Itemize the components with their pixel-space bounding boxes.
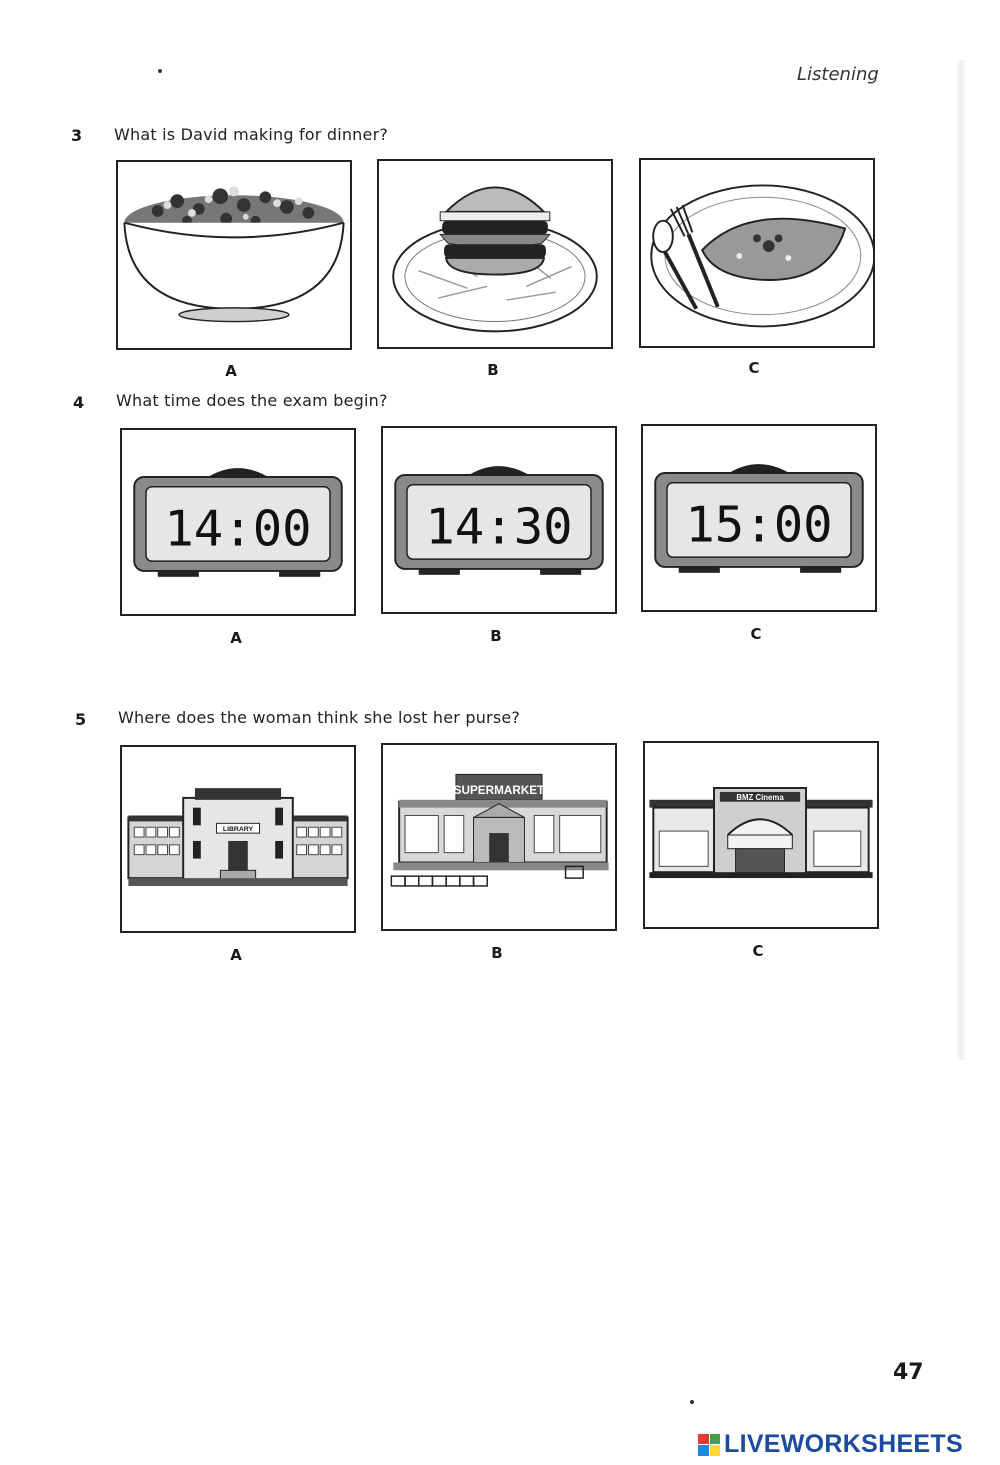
clock-time: 14:00 (164, 500, 312, 558)
question-3-number: 3 (71, 126, 83, 145)
liveworksheets-footer (698, 1430, 963, 1459)
alarm-clock-illustration (122, 430, 354, 614)
speck (158, 69, 162, 73)
option-omelette-image[interactable] (639, 158, 875, 348)
alarm-clock-illustration (383, 428, 615, 612)
brand-name: LIVEWORKSHEETS (724, 1430, 963, 1458)
alarm-clock-illustration (643, 426, 875, 610)
option-label: C (750, 625, 762, 643)
option-label: A (230, 629, 242, 647)
question-3-text: What is David making for dinner? (114, 125, 389, 144)
page-number: 47 (893, 1360, 924, 1385)
question-4-number: 4 (73, 393, 85, 412)
option-label: B (490, 627, 502, 645)
option-clock-1400[interactable] (120, 428, 356, 616)
burger-plate-illustration (379, 161, 611, 347)
option-label: B (491, 944, 503, 962)
cinema-building-illustration (645, 743, 877, 927)
supermarket-sign: SUPERMARKET (453, 783, 545, 797)
question-5-number: 5 (75, 710, 87, 729)
option-clock-1500[interactable] (641, 424, 877, 612)
option-library-image[interactable] (120, 745, 356, 933)
cinema-sign: BMZ Cinema (736, 792, 784, 802)
option-cinema-image[interactable] (643, 741, 879, 929)
omelette-plate-illustration (641, 160, 873, 346)
question-4-text: What time does the exam begin? (116, 391, 388, 410)
liveworksheets-logo-icon (698, 1434, 720, 1456)
speck (690, 1400, 694, 1404)
option-clock-1430[interactable] (381, 426, 617, 614)
clock-time: 15:00 (685, 496, 833, 554)
salad-bowl-illustration (118, 162, 350, 348)
option-label: C (752, 942, 764, 960)
library-sign: LIBRARY (222, 826, 254, 834)
option-label: A (230, 946, 242, 964)
question-5-text: Where does the woman think she lost her purse? (118, 708, 521, 727)
option-label: B (487, 361, 499, 379)
supermarket-building-illustration (383, 745, 615, 929)
library-building-illustration (122, 747, 354, 931)
option-supermarket-image[interactable] (381, 743, 617, 931)
clock-time: 14:30 (425, 498, 573, 556)
section-title: Listening (797, 64, 879, 85)
page-edge-shadow (956, 60, 966, 1060)
option-label: C (748, 359, 760, 377)
option-burger-image[interactable] (377, 159, 613, 349)
option-salad-image[interactable] (116, 160, 352, 350)
option-label: A (225, 362, 237, 380)
